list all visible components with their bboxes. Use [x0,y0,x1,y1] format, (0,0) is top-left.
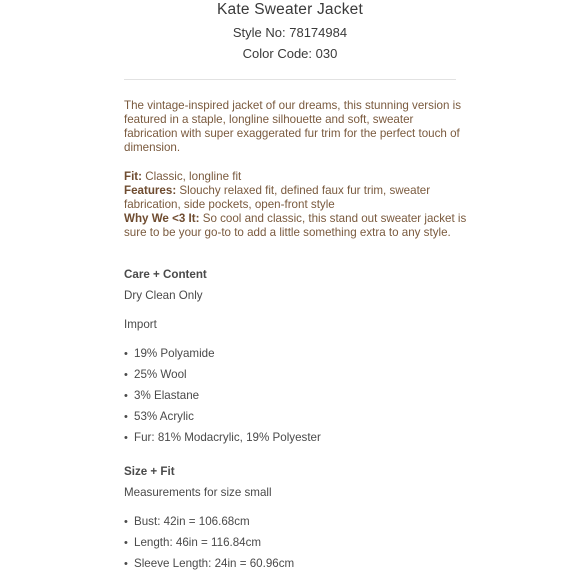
product-details [124,170,469,240]
measurement-item: • Sleeve Length: 24in = 60.96cm [124,557,294,570]
fit-line [124,170,469,184]
fit-value: Classic, longline fit [142,170,242,183]
features-line [124,184,469,212]
why-label: Why We <3 It: [124,212,200,225]
product-description: The vintage-inspired jacket of our dreams, this stunning version is featured in a staple, longline silhouette and soft, sweater fabrication with super exaggerated fur trim for the perfect touch of dimension. [124,99,462,154]
care-content-heading: Care + Content [124,268,207,281]
why-value: So cool and classic, this stand out sweater jacket is sure to be your go-to to add a little something extra to any style. [124,212,467,239]
care-cleaning: Dry Clean Only [124,289,203,302]
features-value: Slouchy relaxed fit, defined faux fur trim, sweater fabrication, side pockets, open-front style [124,184,431,211]
material-item: • Fur: 81% Modacrylic, 19% Polyester [124,431,321,444]
size-fit-heading: Size + Fit [124,465,175,478]
material-item: • 3% Elastane [124,389,199,402]
color-code: Color Code: 030 [242,46,338,61]
material-item: • 53% Acrylic [124,410,194,423]
measurement-item: • Bust: 42in = 106.68cm [124,515,250,528]
care-origin: Import [124,318,157,331]
why-line [124,212,469,240]
measurement-item: • Length: 46in = 116.84cm [124,536,261,549]
size-note: Measurements for size small [124,486,272,499]
material-item: • 25% Wool [124,368,187,381]
divider [124,79,456,80]
material-item: • 19% Polyamide [124,347,215,360]
product-title: Kate Sweater Jacket [217,1,363,18]
features-label: Features: [124,184,177,197]
fit-label: Fit: [124,170,143,183]
style-number: Style No: 78174984 [232,25,348,40]
